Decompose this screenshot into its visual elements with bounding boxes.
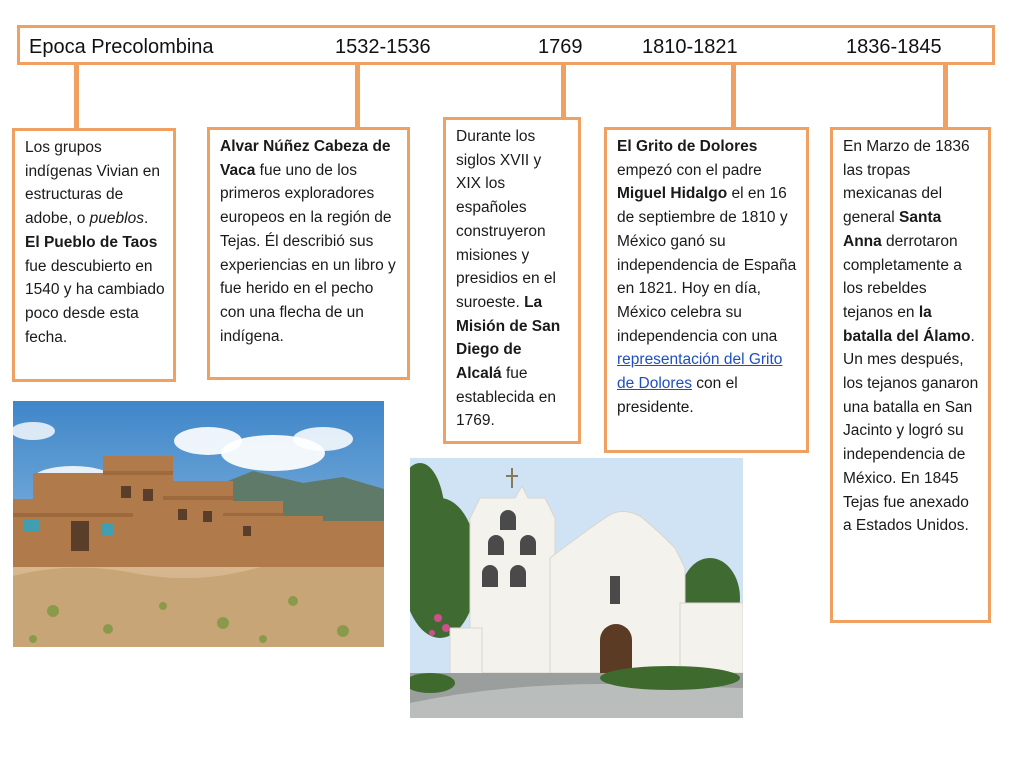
connector-1532 xyxy=(355,65,360,128)
timeline-bar xyxy=(17,25,995,65)
taos-pueblo-photo xyxy=(13,401,384,647)
box-pueblos-text: Los grupos indígenas Vivian en estructuras de adobe, o pueblos. El Pueblo de Taos fue descubierto en 1540 y ha cambiado poco desde esta fecha. xyxy=(25,139,165,346)
period-1769: 1769 xyxy=(538,36,583,58)
box-grito xyxy=(604,127,809,453)
period-1836-1845: 1836-1845 xyxy=(846,36,942,58)
connector-1810 xyxy=(731,65,736,128)
box-misiones xyxy=(443,117,581,444)
box-alamo xyxy=(830,127,991,623)
box-grito-text: El Grito de Dolores empezó con el padre Miguel Hidalgo el en 16 de septiembre de 1810 y México ganó su independencia de España en 1821. Hoy en día, México celebra su independencia con una representación del Grito de Dolores con el presidente. xyxy=(617,138,797,416)
connector-1836 xyxy=(943,65,948,128)
box-alamo-text: En Marzo de 1836 las tropas mexicanas del general Santa Anna derrotaron completamente a los rebeldes tejanos en la batalla del Álamo. Un mes después, los tejanos ganaron una batalla en San Jacinto y logró su independencia de México. En 1845 Tejas fue anexado a Estados Unidos. xyxy=(843,138,979,535)
period-1532-1536: 1532-1536 xyxy=(335,36,431,58)
connector-1769 xyxy=(561,65,566,118)
connector-precolombina xyxy=(74,65,79,129)
box-cabeza-de-vaca-text: Alvar Núñez Cabeza de Vaca fue uno de los primeros exploradores europeos en la región de Tejas. Él describió sus experiencias en un libro y fue herido en el pecho con una flecha de un indígena. xyxy=(220,138,396,345)
box-misiones-text: Durante los siglos XVII y XIX los españoles construyeron misiones y presidios en el suroeste. La Misión de San Diego de Alcalá fue establecida en 1769. xyxy=(456,128,561,430)
box-cabeza-de-vaca xyxy=(207,127,410,380)
box-pueblos xyxy=(12,128,176,382)
period-1810-1821: 1810-1821 xyxy=(642,36,738,58)
mission-san-diego-photo xyxy=(410,458,743,718)
period-precolombina: Epoca Precolombina xyxy=(29,36,214,58)
grito-link[interactable]: representación del Grito de Dolores xyxy=(617,351,783,393)
